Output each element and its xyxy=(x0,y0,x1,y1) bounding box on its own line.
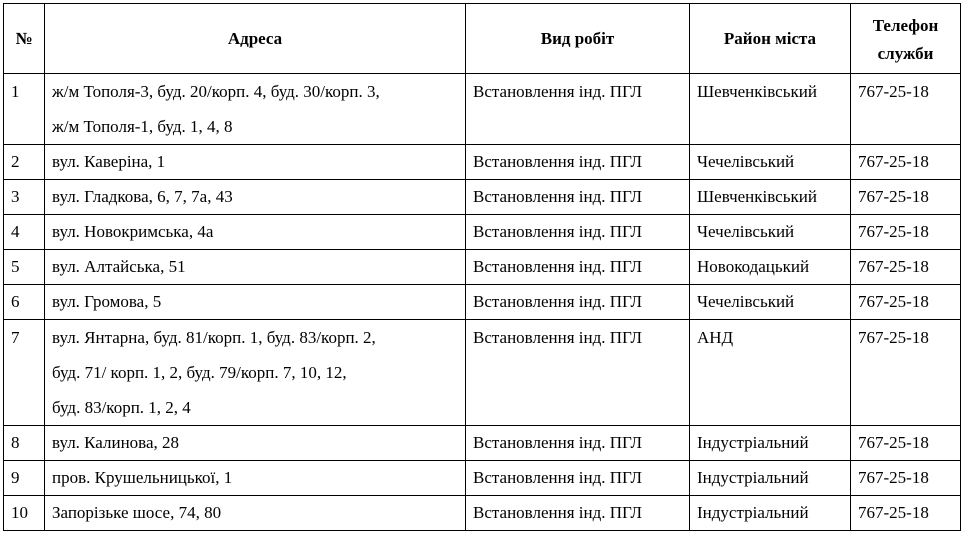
cell-number: 8 xyxy=(4,426,45,461)
cell-address xyxy=(45,426,466,461)
cell-phone: 767-25-18 xyxy=(851,461,961,496)
cell-number: 2 xyxy=(4,145,45,180)
cell-district: Чечелівський xyxy=(690,145,851,180)
table-row xyxy=(4,145,961,180)
cell-district: Індустріальний xyxy=(690,426,851,461)
address-line: вул. Калинова, 28 xyxy=(52,433,180,452)
address-line: ж/м Тополя-3, буд. 20/корп. 4, буд. 30/корп. 3, xyxy=(52,82,380,101)
address-line: вул. Янтарна, буд. 81/корп. 1, буд. 83/корп. 2, xyxy=(52,328,376,347)
cell-number: 7 xyxy=(4,320,45,426)
cell-address xyxy=(45,320,466,426)
table-row xyxy=(4,74,961,145)
address-line: ж/м Тополя-1, буд. 1, 4, 8 xyxy=(52,117,233,136)
cell-phone: 767-25-18 xyxy=(851,145,961,180)
header-district: Район міста xyxy=(690,4,851,74)
table-row xyxy=(4,461,961,496)
cell-district: Новокодацький xyxy=(690,250,851,285)
cell-work-type: Встановлення інд. ПГЛ xyxy=(466,320,690,426)
header-phone-line2: служби xyxy=(877,43,934,63)
cell-address xyxy=(45,496,466,531)
address-line: буд. 83/корп. 1, 2, 4 xyxy=(52,398,191,417)
table-row xyxy=(4,285,961,320)
cell-address xyxy=(45,250,466,285)
cell-number: 6 xyxy=(4,285,45,320)
cell-phone: 767-25-18 xyxy=(851,496,961,531)
header-address: Адреса xyxy=(45,4,466,74)
address-line: вул. Громова, 5 xyxy=(52,292,162,311)
address-line: пров. Крушельницької, 1 xyxy=(52,468,233,487)
cell-district: АНД xyxy=(690,320,851,426)
cell-district: Шевченківський xyxy=(690,180,851,215)
address-line: буд. 71/ корп. 1, 2, буд. 79/корп. 7, 10, 12, xyxy=(52,363,347,382)
cell-work-type: Встановлення інд. ПГЛ xyxy=(466,250,690,285)
cell-number: 5 xyxy=(4,250,45,285)
cell-work-type: Встановлення інд. ПГЛ xyxy=(466,215,690,250)
works-schedule-table-container xyxy=(3,3,961,531)
table-body xyxy=(4,74,961,531)
cell-phone: 767-25-18 xyxy=(851,74,961,145)
cell-address xyxy=(45,285,466,320)
cell-address xyxy=(45,215,466,250)
cell-number: 4 xyxy=(4,215,45,250)
cell-district: Індустріальний xyxy=(690,461,851,496)
table-header xyxy=(4,4,961,74)
cell-address xyxy=(45,74,466,145)
address-line: вул. Алтайська, 51 xyxy=(52,257,186,276)
table-row xyxy=(4,180,961,215)
cell-district: Шевченківський xyxy=(690,74,851,145)
header-number: № xyxy=(4,4,45,74)
cell-phone: 767-25-18 xyxy=(851,285,961,320)
cell-address xyxy=(45,180,466,215)
cell-number: 1 xyxy=(4,74,45,145)
address-line: вул. Новокримська, 4а xyxy=(52,222,214,241)
cell-work-type: Встановлення інд. ПГЛ xyxy=(466,496,690,531)
header-row xyxy=(4,4,961,74)
cell-district: Індустріальний xyxy=(690,496,851,531)
table-row xyxy=(4,320,961,426)
header-phone xyxy=(851,4,961,74)
table-row xyxy=(4,426,961,461)
address-line: вул. Гладкова, 6, 7, 7а, 43 xyxy=(52,187,233,206)
cell-work-type: Встановлення інд. ПГЛ xyxy=(466,180,690,215)
cell-address xyxy=(45,461,466,496)
cell-address xyxy=(45,145,466,180)
address-line: Запорізьке шосе, 74, 80 xyxy=(52,503,222,522)
cell-number: 3 xyxy=(4,180,45,215)
cell-phone: 767-25-18 xyxy=(851,426,961,461)
table-row xyxy=(4,250,961,285)
header-work-type: Вид робіт xyxy=(466,4,690,74)
cell-phone: 767-25-18 xyxy=(851,250,961,285)
cell-phone: 767-25-18 xyxy=(851,180,961,215)
works-schedule-table xyxy=(3,3,961,531)
table-row xyxy=(4,496,961,531)
cell-work-type: Встановлення інд. ПГЛ xyxy=(466,145,690,180)
cell-work-type: Встановлення інд. ПГЛ xyxy=(466,461,690,496)
cell-work-type: Встановлення інд. ПГЛ xyxy=(466,285,690,320)
cell-district: Чечелівський xyxy=(690,215,851,250)
cell-phone: 767-25-18 xyxy=(851,215,961,250)
address-line: вул. Каверіна, 1 xyxy=(52,152,166,171)
cell-work-type: Встановлення інд. ПГЛ xyxy=(466,426,690,461)
cell-number: 9 xyxy=(4,461,45,496)
header-phone-line1: Телефон xyxy=(872,15,939,35)
cell-phone: 767-25-18 xyxy=(851,320,961,426)
cell-number: 10 xyxy=(4,496,45,531)
table-row xyxy=(4,215,961,250)
cell-district: Чечелівський xyxy=(690,285,851,320)
cell-work-type: Встановлення інд. ПГЛ xyxy=(466,74,690,145)
